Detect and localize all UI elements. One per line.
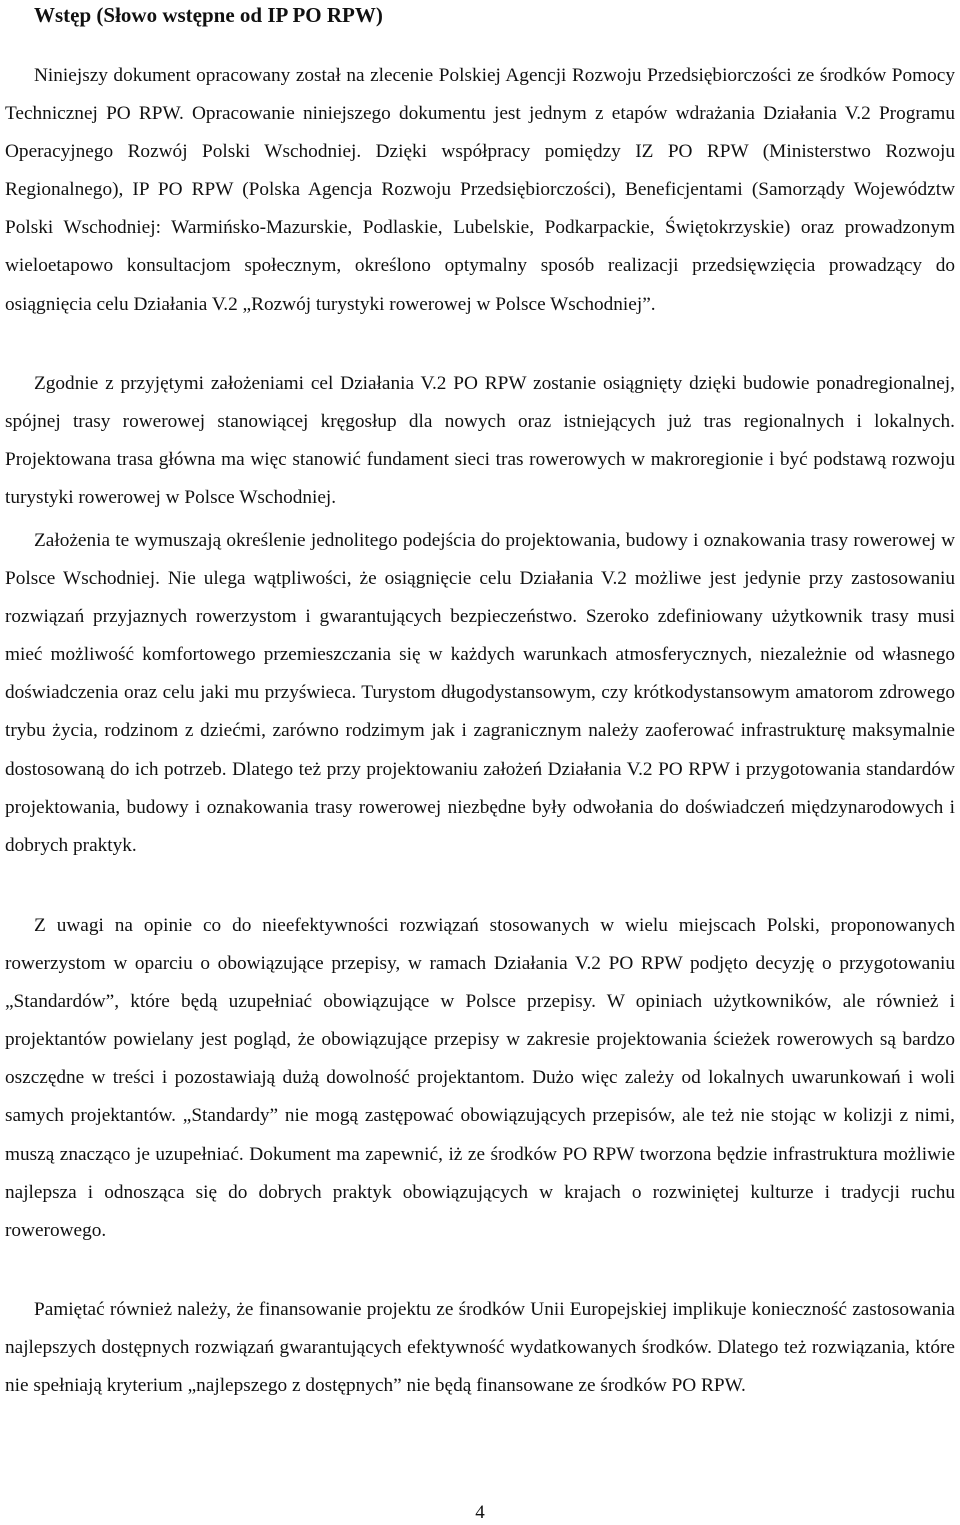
paragraph-eu-funding: Pamiętać również należy, że finansowanie projektu ze środków Unii Europejskiej implikuje konieczność zastosowania najlepszych dostępnych rozwiązań gwarantujących efektywność wydatkowanych środków. Dlatego też rozwiązania, które nie spełniają kryterium „najlepszego z dostępnych” nie będą finansowane ze środków PO RPW.	[5, 1299, 955, 1397]
paragraph-introduction: Niniejszy dokument opracowany został na zlecenie Polskiej Agencji Rozwoju Przedsiębiorczości ze środków Pomocy Technicznej PO RPW. Opracowanie niniejszego dokumentu jest jednym z etapów wdrażania Działania V.2 Programu Operacyjnego Rozwój Polski Wschodniej. Dzięki współpracy pomiędzy IZ PO RPW (Ministerstwo Rozwoju Regionalnego), IP PO RPW (Polska Agencja Rozwoju Przedsiębiorczości), Beneficjentami (Samorządy Województw Polski Wschodniej: Warmińsko-Mazurskie, Podlaskie, Lubelskie, Podkarpackie, Świętokrzyskie) oraz prowadzonym wieloetapowo konsultacjom społecznym, określono optymalny sposób realizacji przedsięwzięcia prowadzący do osiągnięcia celu Działania V.2 „Rozwój turystyki rowerowej w Polsce Wschodniej”.	[5, 65, 955, 315]
page-number: 4	[475, 1502, 485, 1523]
paragraph-standards: Z uwagi na opinie co do nieefektywności rozwiązań stosowanych w wielu miejscach Polski, proponowanych rowerzystom w oparciu o obowiązujące przepisy, w ramach Działania V.2 PO RPW podjęto decyzję o przygotowaniu „Standardów”, które będą uzupełniać obowiązujące w Polsce przepisy. W opiniach użytkowników, ale również i projektantów powielany jest pogląd, że obowiązujące przepisy w zakresie projektowania ścieżek rowerowych są bardzo oszczędne w treści i pozostawiają dużą dowolność projektantom. Dużo więc zależy od lokalnych uwarunkowań i woli samych projektantów. „Standardy” nie mogą zastępować obowiązujących przepisów, ale też nie stojąc w kolizji z nimi, muszą znacząco je uzupełniać. Dokument ma zapewnić, iż ze środków PO RPW tworzona będzie infrastruktura możliwie najlepsza i odnosząca się do dobrych praktyk obowiązujących w krajach o rozwiniętej kulturze i tradycji ruchu rowerowego.	[5, 915, 955, 1241]
section-heading: Wstęp (Słowo wstępne od IP PO RPW)	[34, 3, 383, 27]
paragraph-design-assumptions: Założenia te wymuszają określenie jednolitego podejścia do projektowania, budowy i oznakowania trasy rowerowej w Polsce Wschodniej. Nie ulega wątpliwości, że osiągnięcie celu Działania V.2 możliwe jest jedynie przy zastosowaniu rozwiązań przyjaznych rowerzystom i gwarantujących bezpieczeństwo. Szeroko zdefiniowany użytkownik trasy musi mieć możliwość komfortowego przemieszczania się w każdych warunkach atmosferycznych, niezależnie od własnego doświadczenia oraz celu jaki mu przyświeca. Turystom długodystansowym, czy krótkodystansowym amatorom zdrowego trybu życia, rodzinom z dziećmi, zarówno rodzimym jak i zagranicznym należy zaoferować infrastrukturę maksymalnie dostosowaną do ich potrzeb. Dlatego też przy projektowaniu założeń Działania V.2 PO RPW i przygotowania standardów projektowania, budowy i oznakowania trasy rowerowej niezbędne były odwołania do doświadczeń międzynarodowych i dobrych praktyk.	[5, 530, 955, 856]
paragraph-route-goal: Zgodnie z przyjętymi założeniami cel Działania V.2 PO RPW zostanie osiągnięty dzięki budowie ponadregionalnej, spójnej trasy rowerowej stanowiącej kręgosłup dla nowych oraz istniejących już tras regionalnych i lokalnych. Projektowana trasa główna ma więc stanowić fundament sieci tras rowerowych w makroregionie i być podstawą rozwoju turystyki rowerowej w Polsce Wschodniej.	[5, 373, 955, 509]
